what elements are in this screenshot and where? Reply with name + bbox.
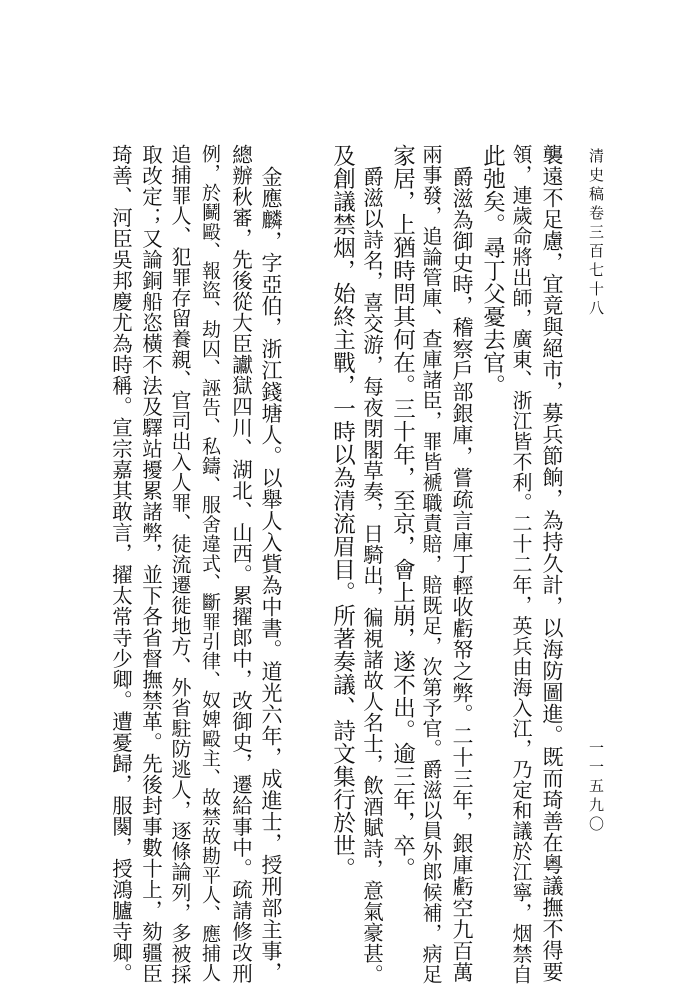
text-column-13: 取改定；又論銅船恣橫不法及驛站擾累諸弊，並下各省督撫禁革。先後封事數十上，劾疆臣 xyxy=(138,144,163,984)
book-title: 清史稿卷三百七十八 xyxy=(587,148,605,319)
text-column-11: 例，於鬭毆、報盜、劫囚、誣告、私鑄、服舍違式、斷罪引律、奴婢毆主、故禁故勘平人、應捕人 xyxy=(199,144,221,983)
text-column-1: 襲遠不足慮，宜竟與絕市，募兵節餉，為持久計，以海防圖進。既而琦善在粵議撫不得要 xyxy=(540,144,564,983)
text-column-3: 此弛矣。尋丁父憂去官。 xyxy=(479,144,506,397)
text-column-4: 爵滋為御史時，稽察戶部銀庫，嘗疏言庫丁輕收虧帑之弊。二十三年，銀庫虧空九百萬 xyxy=(450,166,474,983)
text-column-9: 金應麟，字亞伯，浙江錢塘人。以舉人入貲為中書。道光六年，成進士，授刑部主事， xyxy=(259,166,283,983)
text-column-12: 追捕罪人、犯罪存留養親、官司出入人罪、徒流遷徙地方、外省駐防逃人，逐條論列，多被採 xyxy=(168,144,192,985)
text-column-14: 琦善、河臣吳邦慶尤為時稱。宣宗嘉其敢言，擢太常寺少卿。遭憂歸，服闋，授鴻臚寺卿。 xyxy=(108,144,133,984)
text-column-2: 領，連歲命將出師，廣東、浙江皆不利。二十二年，英兵由海入江，乃定和議於江寧，烟禁自 xyxy=(509,144,533,985)
text-column-10: 總辦秋審，先後從大臣讞獄四川、湖北、山西。累擢郎中，改御史，遷給事中。疏請修改刑 xyxy=(228,144,253,984)
page-number: 一一五九〇 xyxy=(587,740,605,835)
text-column-8: 及創議禁烟，始終主戰，一時以為清流眉目。所著奏議、詩文集行於世。 xyxy=(329,144,356,880)
text-column-7: 爵滋以詩名，喜交游，每夜閉閣草奏，日騎出，徧視諸故人名士，飲酒賦詩，意氣豪甚。 xyxy=(359,166,384,985)
text-column-5: 兩事發，追論管庫、查庫諸臣，罪皆褫職責賠，賠既足，次第予官。爵滋以員外郎候補，病足 xyxy=(419,144,443,985)
text-column-6: 家居，上猶時問其何在。三十年，至京，會上崩，遂不出。逾三年，卒。 xyxy=(389,144,416,880)
